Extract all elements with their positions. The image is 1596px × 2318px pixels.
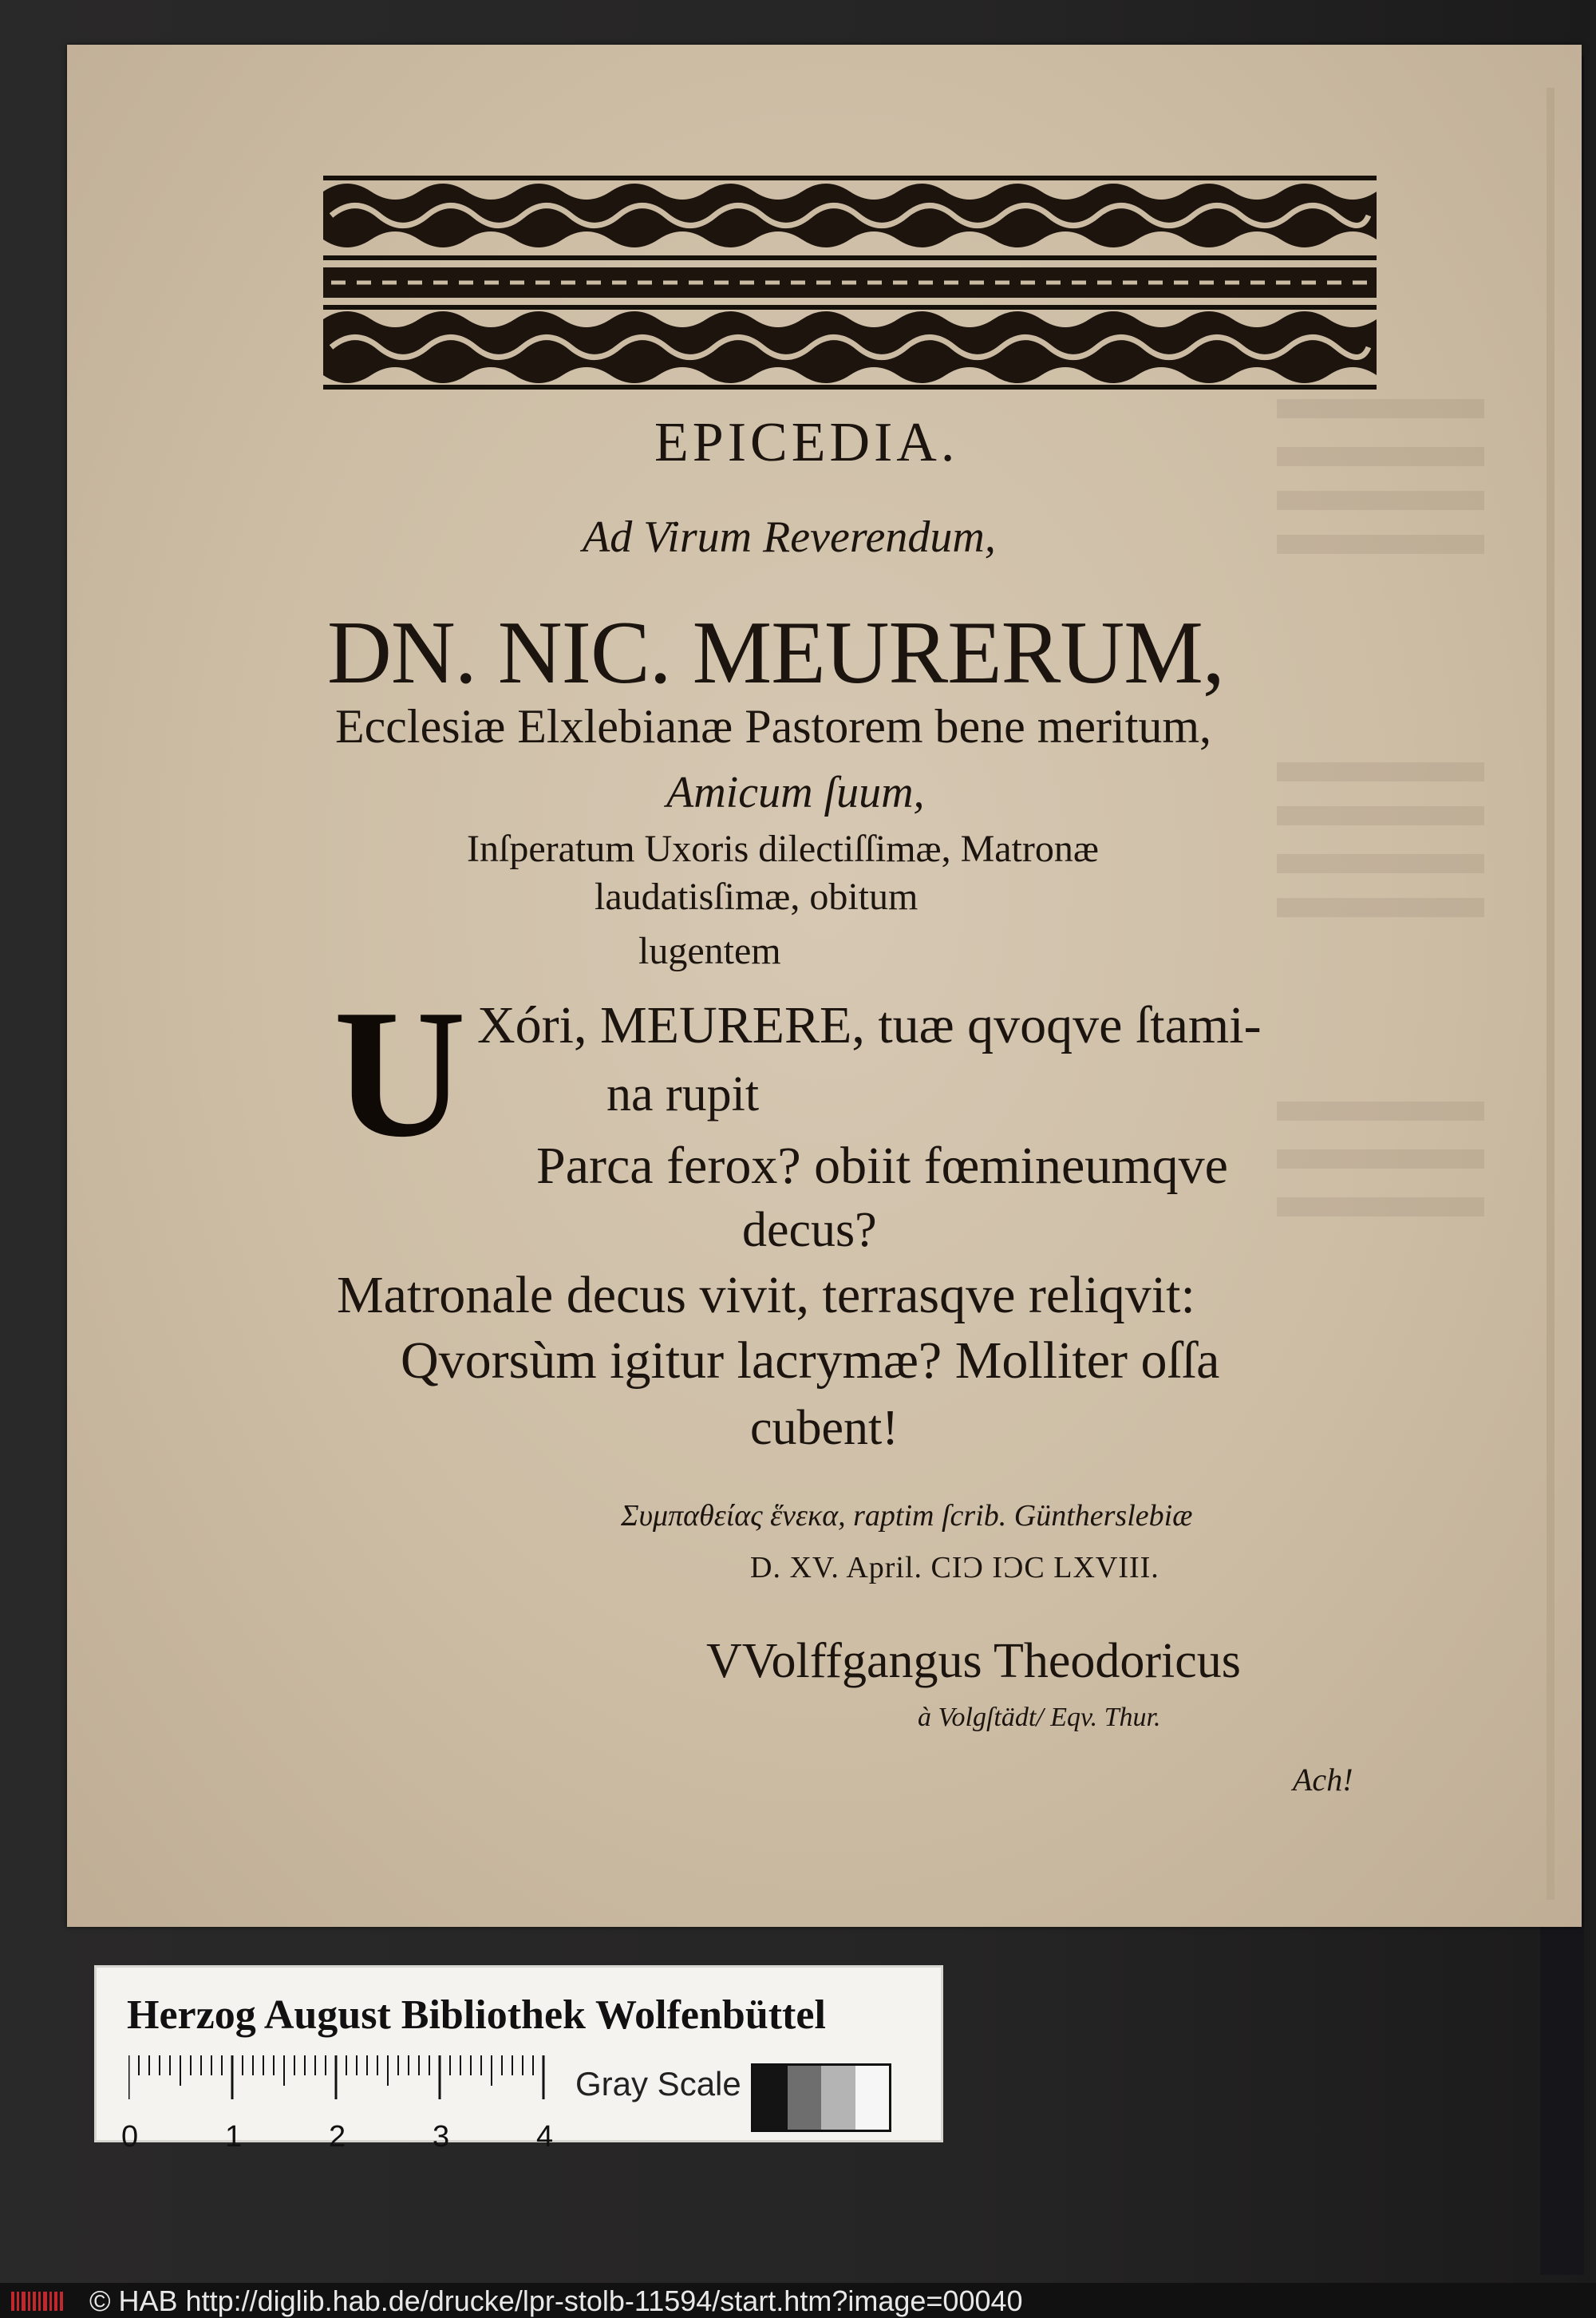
drop-cap: U [334, 971, 467, 1175]
author-name: VVolffgangus Theodoricus [706, 1634, 1241, 1688]
laudatissimae-line: laudatisſimæ, obitum [595, 876, 918, 918]
lugentem-line: lugentem [638, 930, 781, 972]
gray-swatch [788, 2066, 822, 2130]
verse-line: Parca ferox? obiit fœmineumqve [536, 1137, 1228, 1195]
ruler-number: 1 [225, 2120, 243, 2154]
ecclesia-line: Ecclesiæ Elxlebianæ Pastorem bene meritum, [335, 700, 1212, 753]
verse-line: Qvorsùm igitur lacrymæ? Molliter oſſa [401, 1331, 1220, 1390]
verse-line: Xóri, MEURERE, tuæ qvoqve ſtami- [477, 996, 1262, 1054]
insperatum-line: Inſperatum Uxoris dilectiſſimæ, Matronæ [467, 828, 1099, 870]
ruler-number: 3 [433, 2120, 450, 2154]
gray-swatch [753, 2066, 788, 2130]
document-subtitle: Ad Virum Reverendum, [583, 512, 996, 562]
ruler-number: 0 [121, 2120, 139, 2154]
amicum-line: Amicum ſuum, [666, 768, 925, 817]
gray-scale-label: Gray Scale [575, 2065, 741, 2102]
footer-link[interactable]: © HAB http://diglib.hab.de/drucke/lpr-stolb-11594/start.htm?image=00040 [89, 2284, 1023, 2317]
gray-swatch [855, 2066, 890, 2130]
closing-word: Ach! [1293, 1762, 1353, 1798]
gray-scale-swatches [751, 2063, 891, 2132]
gray-swatch [821, 2066, 855, 2130]
signature-greek: Συμπαθείας ἕνεκα, raptim ſcrib. Güntherslebiæ [621, 1499, 1193, 1533]
hab-logo-icon [10, 2289, 65, 2313]
ruler-number: 4 [536, 2120, 554, 2154]
ruler-number: 2 [329, 2120, 346, 2154]
verse-line: decus? [742, 1203, 877, 1257]
author-place: à Volgſtädt/ Eqv. Thur. [918, 1703, 1161, 1732]
signature-date: D. XV. April. CIƆ IƆC LXVIII. [750, 1551, 1159, 1584]
ruler-scale [128, 2055, 607, 2103]
document-title: EPICEDIA. [654, 412, 959, 473]
verse-line: Matronale decus vivit, terrasqve reliqvit: [337, 1266, 1195, 1324]
verse-line: cubent! [750, 1401, 899, 1455]
color-reference-card [94, 1965, 943, 2142]
verse-line: na rupit [606, 1067, 760, 1121]
library-name: Herzog August Bibliothek Wolfenbüttel [127, 1992, 826, 2038]
dedicatee-name: DN. NIC. MEURERUM, [327, 603, 1224, 702]
